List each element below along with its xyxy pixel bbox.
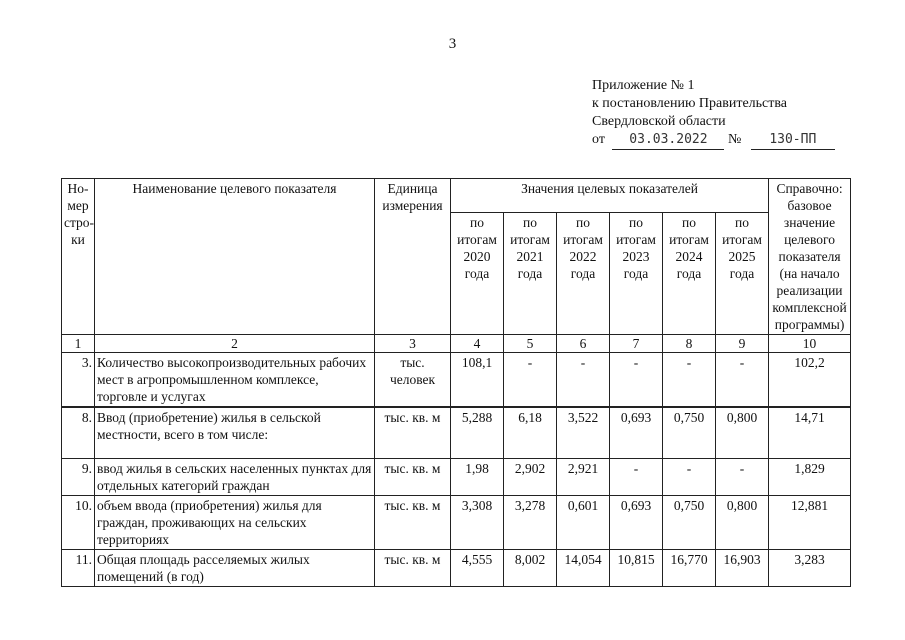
value-2024: 0,750	[663, 496, 716, 550]
page-number: 3	[448, 36, 457, 52]
column-number: 10	[769, 335, 851, 353]
reference-value: 12,881	[769, 496, 851, 550]
header-year-2023: по итогам 2023 года	[610, 213, 663, 335]
reference-value: 1,829	[769, 459, 851, 496]
table-row	[62, 459, 851, 496]
column-number-row	[62, 335, 851, 353]
row-number: 11.	[62, 550, 95, 587]
unit: тыс. кв. м	[375, 550, 451, 587]
indicator-name: объем ввода (приобретения) жилья для граждан, проживающих на сельских территориях	[95, 496, 375, 550]
value-2025: 0,800	[716, 496, 769, 550]
column-number: 1	[62, 335, 95, 353]
column-number: 9	[716, 335, 769, 353]
table-row	[62, 353, 851, 408]
value-2024: -	[663, 353, 716, 408]
column-number: 7	[610, 335, 663, 353]
header-year-2022: по итогам 2022 года	[557, 213, 610, 335]
table-row	[62, 496, 851, 550]
row-number: 10.	[62, 496, 95, 550]
value-2023: 0,693	[610, 407, 663, 459]
value-2021: 8,002	[504, 550, 557, 587]
value-2021: 3,278	[504, 496, 557, 550]
column-number: 4	[451, 335, 504, 353]
value-2024: 0,750	[663, 407, 716, 459]
header-row-number: Но-мер стро-ки	[62, 179, 95, 335]
from-label: от	[592, 132, 605, 147]
value-2022: 14,054	[557, 550, 610, 587]
header-unit: Единица измерения	[375, 179, 451, 335]
value-2023: 0,693	[610, 496, 663, 550]
column-number: 3	[375, 335, 451, 353]
value-2024: 16,770	[663, 550, 716, 587]
header-reference: Справочно: базовое значение целевого показателя (на начало реализации комплексной программы)	[769, 179, 851, 335]
header-year-2024: по итогам 2024 года	[663, 213, 716, 335]
value-2020: 5,288	[451, 407, 504, 459]
header-year-2020: по итогам 2020 года	[451, 213, 504, 335]
unit: тыс. кв. м	[375, 407, 451, 459]
value-2023: 10,815	[610, 550, 663, 587]
column-number: 5	[504, 335, 557, 353]
header-indicator-name: Наименование целевого показателя	[95, 179, 375, 335]
column-number: 8	[663, 335, 716, 353]
indicator-name: Общая площадь расселяемых жилых помещений (в год)	[95, 550, 375, 587]
value-2022: 2,921	[557, 459, 610, 496]
value-2020: 1,98	[451, 459, 504, 496]
value-2021: 2,902	[504, 459, 557, 496]
number-label: №	[727, 132, 742, 147]
value-2024: -	[663, 459, 716, 496]
indicator-name: Ввод (приобретение) жилья в сельской местности, всего в том числе:	[95, 407, 375, 459]
indicators-table	[61, 178, 851, 587]
value-2023: -	[610, 353, 663, 408]
value-2022: 3,522	[557, 407, 610, 459]
header-year-2021: по итогам 2021 года	[504, 213, 557, 335]
table-row	[62, 407, 851, 459]
value-2020: 108,1	[451, 353, 504, 408]
value-2020: 3,308	[451, 496, 504, 550]
value-2021: -	[504, 353, 557, 408]
appendix-header	[592, 77, 835, 150]
value-2023: -	[610, 459, 663, 496]
column-number: 2	[95, 335, 375, 353]
header-year-2025: по итогам 2025 года	[716, 213, 769, 335]
value-2021: 6,18	[504, 407, 557, 459]
row-number: 9.	[62, 459, 95, 496]
value-2025: -	[716, 459, 769, 496]
unit: тыс. кв. м	[375, 496, 451, 550]
value-2025: -	[716, 353, 769, 408]
appendix-resolution-line: к постановлению Правительства	[592, 96, 788, 111]
reference-value: 102,2	[769, 353, 851, 408]
resolution-date: 03.03.2022	[612, 131, 724, 150]
value-2025: 16,903	[716, 550, 769, 587]
resolution-number: 130-ПП	[751, 131, 835, 150]
header-row-1	[62, 179, 851, 213]
reference-value: 14,71	[769, 407, 851, 459]
indicator-name: Количество высокопроизводительных рабочих мест в агропромышленном комплексе, торговле и услугах	[95, 353, 375, 408]
appendix-title: Приложение № 1	[592, 78, 695, 93]
value-2022: 0,601	[557, 496, 610, 550]
row-number: 8.	[62, 407, 95, 459]
row-number: 3.	[62, 353, 95, 408]
table-row	[62, 550, 851, 587]
header-values-group: Значения целевых показателей	[451, 179, 769, 213]
value-2020: 4,555	[451, 550, 504, 587]
value-2022: -	[557, 353, 610, 408]
appendix-region-line: Свердловской области	[592, 114, 726, 129]
indicator-name: ввод жилья в сельских населенных пунктах для отдельных категорий граждан	[95, 459, 375, 496]
appendix-date-number-line	[592, 131, 835, 150]
unit: тыс. кв. м	[375, 459, 451, 496]
column-number: 6	[557, 335, 610, 353]
unit: тыс. человек	[375, 353, 451, 408]
value-2025: 0,800	[716, 407, 769, 459]
reference-value: 3,283	[769, 550, 851, 587]
